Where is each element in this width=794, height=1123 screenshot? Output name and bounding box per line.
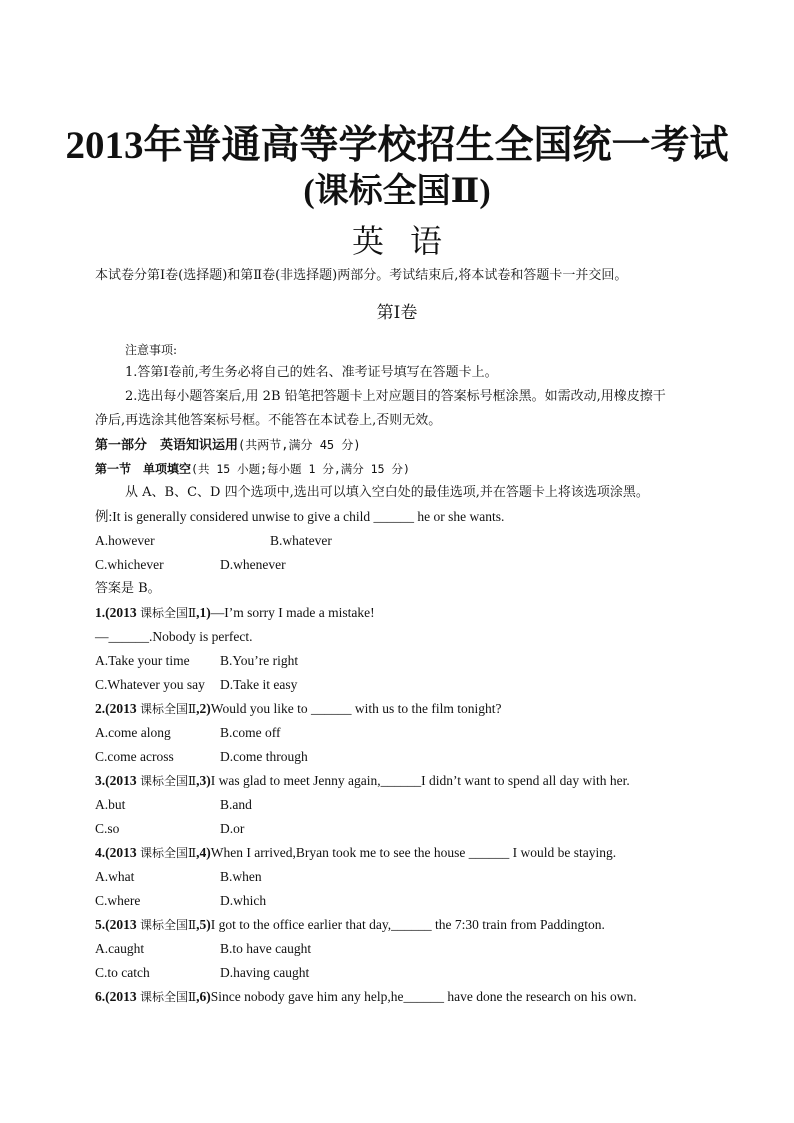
part-label: 第一部分 英语知识运用 (95, 438, 239, 453)
question-4-option-b: B.when (220, 869, 262, 884)
question-1-option-a: A.Take your time (95, 653, 190, 668)
question-4 (95, 844, 616, 862)
question-stem: I was glad to meet Jenny again,______I didn’t want to spend all day with her. (210, 773, 630, 788)
question-5 (95, 916, 605, 934)
question-3-option-d: D.or (220, 821, 245, 836)
notes-heading: 注意事项: (125, 343, 178, 357)
question-4-option-d: D.which (220, 893, 267, 908)
question-source-index: ,4) (196, 845, 211, 860)
question-source-index: ,3) (196, 773, 211, 788)
question-source: 课标全国Ⅱ (140, 846, 197, 860)
exam-intro: 本试卷分第Ⅰ卷(选择题)和第Ⅱ卷(非选择题)两部分。考试结束后,将本试卷和答题卡一并交回。 (95, 268, 628, 283)
note-item-1: 1.答第Ⅰ卷前,考生务必将自己的姓名、准考证号填写在答题卡上。 (125, 365, 498, 380)
question-stem: I got to the office earlier that day,______ the 7:30 train from Paddington. (210, 917, 605, 932)
question-source-index: ,1) (196, 605, 211, 620)
volume-heading: 第Ⅰ卷 (376, 303, 418, 323)
exam-title: 2013年普通高等学校招生全国统一考试 (65, 124, 729, 167)
question-source: 课标全国Ⅱ (140, 702, 197, 716)
example-option-c: C.whichever (95, 557, 164, 572)
question-number: 3 (95, 773, 102, 788)
question-stem: Would you like to ______ with us to the film tonight? (210, 701, 502, 716)
example-option-d: D.whenever (220, 557, 286, 572)
question-3-option-a: A.but (95, 797, 126, 812)
section-label: 第一节 单项填空 (95, 462, 192, 476)
section-score: (共 15 小题;每小题 1 分,满分 15 分) (191, 462, 410, 476)
question-1-option-b: B.You’re right (220, 653, 299, 668)
question-2-option-c: C.come across (95, 749, 174, 764)
question-source: 课标全国Ⅱ (140, 606, 197, 620)
question-4-option-a: A.what (95, 869, 135, 884)
example-option-a: A.however (95, 533, 155, 548)
example-answer: 答案是 B。 (95, 581, 161, 596)
question-source-index: ,2) (196, 701, 211, 716)
question-1-option-d: D.Take it easy (220, 677, 298, 692)
question-2-option-b: B.come off (220, 725, 281, 740)
question-source-year: .(2013 (101, 701, 140, 716)
question-3-option-b: B.and (220, 797, 252, 812)
example-option-b: B.whatever (270, 533, 332, 548)
question-source-year: .(2013 (101, 845, 140, 860)
part-score: (共两节,满分 45 分) (238, 438, 361, 452)
question-1 (95, 604, 375, 622)
question-source: 课标全国Ⅱ (140, 774, 197, 788)
question-source: 课标全国Ⅱ (140, 918, 197, 932)
question-5-option-d: D.having caught (220, 965, 310, 980)
note-item-2-continued: 净后,再选涂其他答案标号框。不能答在本试卷上,否则无效。 (95, 413, 442, 428)
question-source-year: .(2013 (101, 773, 140, 788)
question-2-option-a: A.come along (95, 725, 171, 740)
example-stem: 例:It is generally considered unwise to give a child ______ he or she wants. (95, 509, 505, 524)
question-source: 课标全国Ⅱ (140, 990, 197, 1004)
question-number: 6 (95, 989, 102, 1004)
question-5-option-b: B.to have caught (220, 941, 312, 956)
directions: 从 A、B、C、D 四个选项中,选出可以填入空白处的最佳选项,并在答题卡上将该选项涂黑。 (125, 485, 649, 500)
note-item-2: 2.选出每小题答案后,用 2B 铅笔把答题卡上对应题目的答案标号框涂黑。如需改动,用橡皮擦干 (125, 389, 666, 404)
question-source-year: .(2013 (101, 989, 140, 1004)
question-1-stem-2: —______.Nobody is perfect. (95, 629, 253, 644)
question-source-year: .(2013 (101, 605, 140, 620)
question-number: 1 (95, 605, 102, 620)
question-2 (95, 700, 501, 718)
question-source-index: ,5) (196, 917, 211, 932)
question-stem: When I arrived,Bryan took me to see the house ______ I would be staying. (210, 845, 617, 860)
question-5-option-a: A.caught (95, 941, 145, 956)
question-2-option-d: D.come through (220, 749, 308, 764)
section-heading (95, 460, 410, 478)
question-number: 5 (95, 917, 102, 932)
question-3 (95, 772, 630, 790)
exam-region: (课标全国Ⅱ) (303, 173, 491, 210)
question-number: 2 (95, 701, 102, 716)
question-3-option-c: C.so (95, 821, 120, 836)
question-1-option-c: C.Whatever you say (95, 677, 205, 692)
exam-subject: 英语 (351, 222, 468, 260)
question-stem: Since nobody gave him any help,he______ have done the research on his own. (210, 989, 637, 1004)
question-6 (95, 988, 637, 1006)
part-heading (95, 436, 361, 455)
question-5-option-c: C.to catch (95, 965, 150, 980)
question-source-index: ,6) (196, 989, 211, 1004)
question-4-option-c: C.where (95, 893, 141, 908)
question-source-year: .(2013 (101, 917, 140, 932)
question-number: 4 (95, 845, 102, 860)
question-stem: —I’m sorry I made a mistake! (210, 605, 375, 620)
